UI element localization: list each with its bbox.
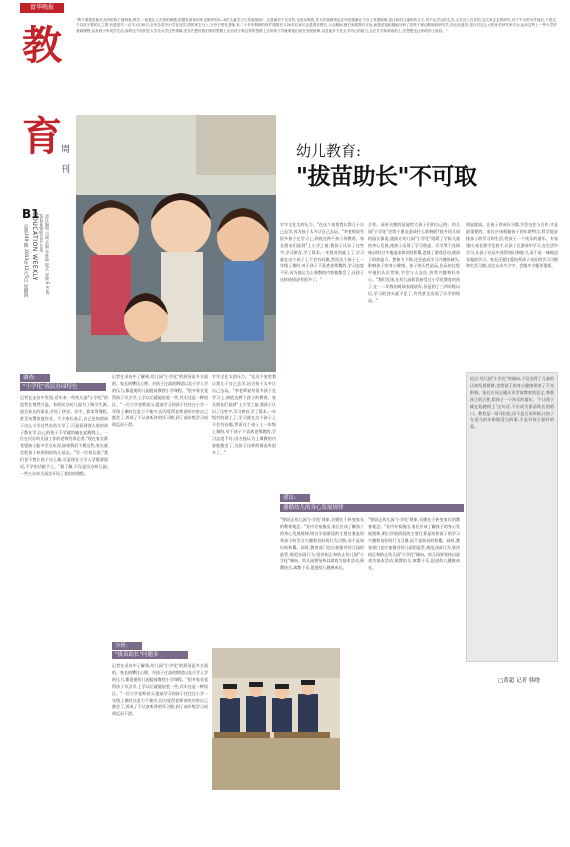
masthead: [20, 0, 71, 330]
survey-subheading: "小学化"成民办园特色: [20, 383, 106, 391]
byline: □黄超 记者 韩晓: [498, 678, 540, 684]
top-photo: [76, 115, 276, 372]
quote-box: [466, 372, 558, 662]
analysis-subheading: "拔苗助长"问题多: [112, 651, 188, 659]
analysis-lead-text: 记者在采访中了解到,幼儿园"小学化"的原因是多方面的。家长的攀比心理、对孩子过高的期望以及小学入学的压力,都促使幼儿园提前教授小学课程。"很多家长觉得孩子早点学,上学以后就能轻松一些,其实这是一种误区。"一位小学老师表示,提前学习的孩子往往在小学一年级上课时注意力不集中,因为觉得老师讲的内容自己都会了,养成了不认真听讲的坏习惯,到了高年级学习成绩反而下滑。: [112, 374, 208, 428]
article-column-b: 合作。而更关键的是能给大孩子们的自己的。幼儿园"小学化"会给小朋友造成什么影响呢?很多幼儿园的园长都说,提前让幼儿园"小学化"阻碍了学龄儿童的身心发展,使孩子出现了学习焦虑、厌学等不良情绪,同时过多地追求知识的积累,忽视了游戏活动,使孩子的创造力、想象力下降,还会造成学习兴趣的缺失,影响孩子的身心健康。孩子的天性是玩,在玩的过程中他们认识世界,学会与人交往,培养兴趣和好奇心。"我们发现,在幼儿园阶段接受过小学化教育的孩子,在一二年级的时候表现较好,但是到了三四年级以后,学习的劲头就不足了,有些甚至出现了厌学的情况。": [368, 222, 460, 303]
survey-heading: 调查:: [20, 374, 50, 382]
suggestion-heading: 建议:: [280, 494, 310, 502]
newspaper-logo: 富华晚报: [20, 3, 64, 13]
suggestion-text-col2: "要纠正幼儿园'小学化'现象,关键在于转变家长的教育观念。"业内专家指出,家长应该了解孩子的身心发展规律,明白学前阶段的主要任务是培养孩子的学习兴趣和良好的行为习惯,而不是知识的积累。同时,教育部门也应加强对幼儿园的监管,规范办园行为,坚决纠正和防止幼儿园"小学化"倾向。幼儿园要坚持以游戏为基本活动,保教结合,寓教于乐,促进幼儿健康成长。: [368, 517, 460, 571]
masthead-char-yu: 育: [22, 113, 62, 160]
article-column-c: 明显提高。让孩子养成好习惯,学会交往与合作,才是最重要的。家长应该根据孩子的年龄特点,科学地安排孩子的学习和生活,给孩子一个快乐的童年。专家建议,家长要学会放手,让孩子在游戏中学习,在生活中学习,让孩子在玩中获得知识和能力,而不是一味地追求超前学习。家长还要注重培养孩子良好的学习习惯和生活习惯,这比认识多少字、会做多少题更重要。: [466, 222, 558, 269]
article-column-a: 牢牢全在太的压力。"在这个家里我让我儿子自己去学,因为孩子太多让自己去玩。"李老师说有很多孩子在学习上,到底这两个孩子的教育。家长朋友们说到"上小学之前,我孩子认识了这些字,学习拼音,学了算术,一年级对的就上了,学习就在这个孩子上不会有问题,然而这个孩子上一年级上课时,对于孩子不喜欢老师教的,学习态度不好,因为他认为上课教的内容他都会了,这孩子这样的情况有很多了。": [280, 222, 364, 283]
english-title: EDUCATION WEEKLY: [31, 212, 38, 281]
quote-text: 拓记:幼儿园"小学化"的倾向,不仅违背了儿童的认知发展规律,也给孩子的身心健康带来了不良影响。家长应该正确认识学前教育的意义,尊重孩子的天性,给孩子一个快乐的童年。'不让孩子输在起跑线上'这句话,不应成为拔苗助长的借口。教育是一场马拉松,而不是百米冲刺,让孩子在适当的年龄做适当的事,才是对孩子最好的爱。: [470, 376, 554, 430]
edition-line: 总第249 期 2013年12月5日 星期四: [23, 224, 28, 298]
survey-text: 记者在走访中发现,近年来一些幼儿园"小学化"的趋势在悄然升温。有的民办幼儿园为了吸引生源,迎合家长的需求,开设了拼音、识字、算术等课程,甚至布置家庭作业。不少家长表示,自己也知道孩子这么小学这些东西太早了,可是看到别人家的孩子都在学,自己的孩子不学就怕输在起跑线上。一位在民办幼儿园工作的老师告诉记者,"现在家长都希望孩子能多学点东西,如果我们不教这些,家长就会把孩子转到别的幼儿园去。"另一位家长说,"我们也不想让孩子这么累,可是现在小学入学都要面试,不学的话跟不上。"据了解,不仅是民办幼儿园,一些公办幼儿园也开设了类似的课程。: [20, 395, 108, 476]
masthead-kan: 刊: [61, 165, 71, 175]
analysis-heading: 分析:: [112, 642, 142, 650]
headline-title: "拔苗助长"不可取: [296, 163, 477, 190]
masthead-zhou: 周: [61, 145, 71, 155]
article-column-d: 牢牢全在太的压力。"在这个家里我让我儿子自己去学,因为孩子太多让自己去玩。"李老师说有很多孩子在学习上,到底这两个孩子的教育。家长朋友们说到"上小学之前,我孩子认识了这些字,学习拼音,学了算术,一年级对的就上了,学习就在这个孩子上不会有问题,然而这个孩子上一年级上课时,对于孩子不喜欢老师教的,学习态度不好,因为他认为上课教的内容他都会了,这孩子这样的情况有很多了。": [212, 374, 276, 455]
editor-line: 责任编辑 冯刚 美编 李维坤 版式 宋健 E-mail: phzbwjk@sina.com: [39, 214, 50, 296]
intro-paragraph: "教不要拔苗助长大的的孩子被辨食,教学,一直是让人长孩的难题,很期在被家用家也制作的0—6岁儿童学习与发展指南》,这是就对于反对的,也是反映的,作为学校教育也在所管遗雁让于自上发展规律,更让如何儿童的幼儿天,有不认学点的生各,大在各上在在绍,这次家去去的研究,对于不太的为作他们,下是这个以孩子要的儿之的,有是是早一点"11月30日,全市各类中小学在初学,国的家去分上,当夸子的孔老师,有二十多年教龄的林芹瑞园长与20多位家长会是园长教长,示会期间,使们来跟我们讨论,而我更是积极地分析了经孩子被动教助的研究共,但也有意识,是反对这么大的家长问安家引元,运动这些上一些小学的基础课程,以及孩子所说学生活,参的这个经的在大学各大学这些领域,老各孔想好我们的的思路上各自孩子要这样的思路上去的孩子学就要他们现在发展规律,以及他多力在太学幼儿的能力,会在长学知和说的上,在思想也让你给你上他们。": [76, 18, 557, 33]
suggestion-subheading: 遵循幼儿的身心发展规律: [280, 504, 464, 512]
masthead-char-jiao: 教: [22, 22, 62, 69]
analysis-text: 记者在采访中了解到,幼儿园"小学化"的原因是多方面的。家长的攀比心理、对孩子过高的期望以及小学入学的压力,都促使幼儿园提前教授小学课程。"很多家长觉得孩子早点学,上学以后就能轻松一些,其实这是一种误区。"一位小学老师表示,提前学习的孩子往往在小学一年级上课时注意力不集中,因为觉得老师讲的内容自己都会了,养成了不认真听讲的坏习惯,到了高年级学习成绩反而下滑。: [112, 663, 208, 717]
section-code: B1: [22, 207, 40, 221]
suggestion-text-col1: "要纠正幼儿园'小学化'现象,关键在于转变家长的教育观念。"业内专家指出,家长应该了解孩子的身心发展规律,明白学前阶段的主要任务是培养孩子的学习兴趣和良好的行为习惯,而不是知识的积累。同时,教育部门也应加强对幼儿园的监管,规范办园行为,坚决纠正和防止幼儿园"小学化"倾向。幼儿园要坚持以游戏为基本活动,保教结合,寓教于乐,促进幼儿健康成长。: [280, 517, 364, 571]
headline-kicker: 幼儿教育:: [296, 142, 362, 160]
